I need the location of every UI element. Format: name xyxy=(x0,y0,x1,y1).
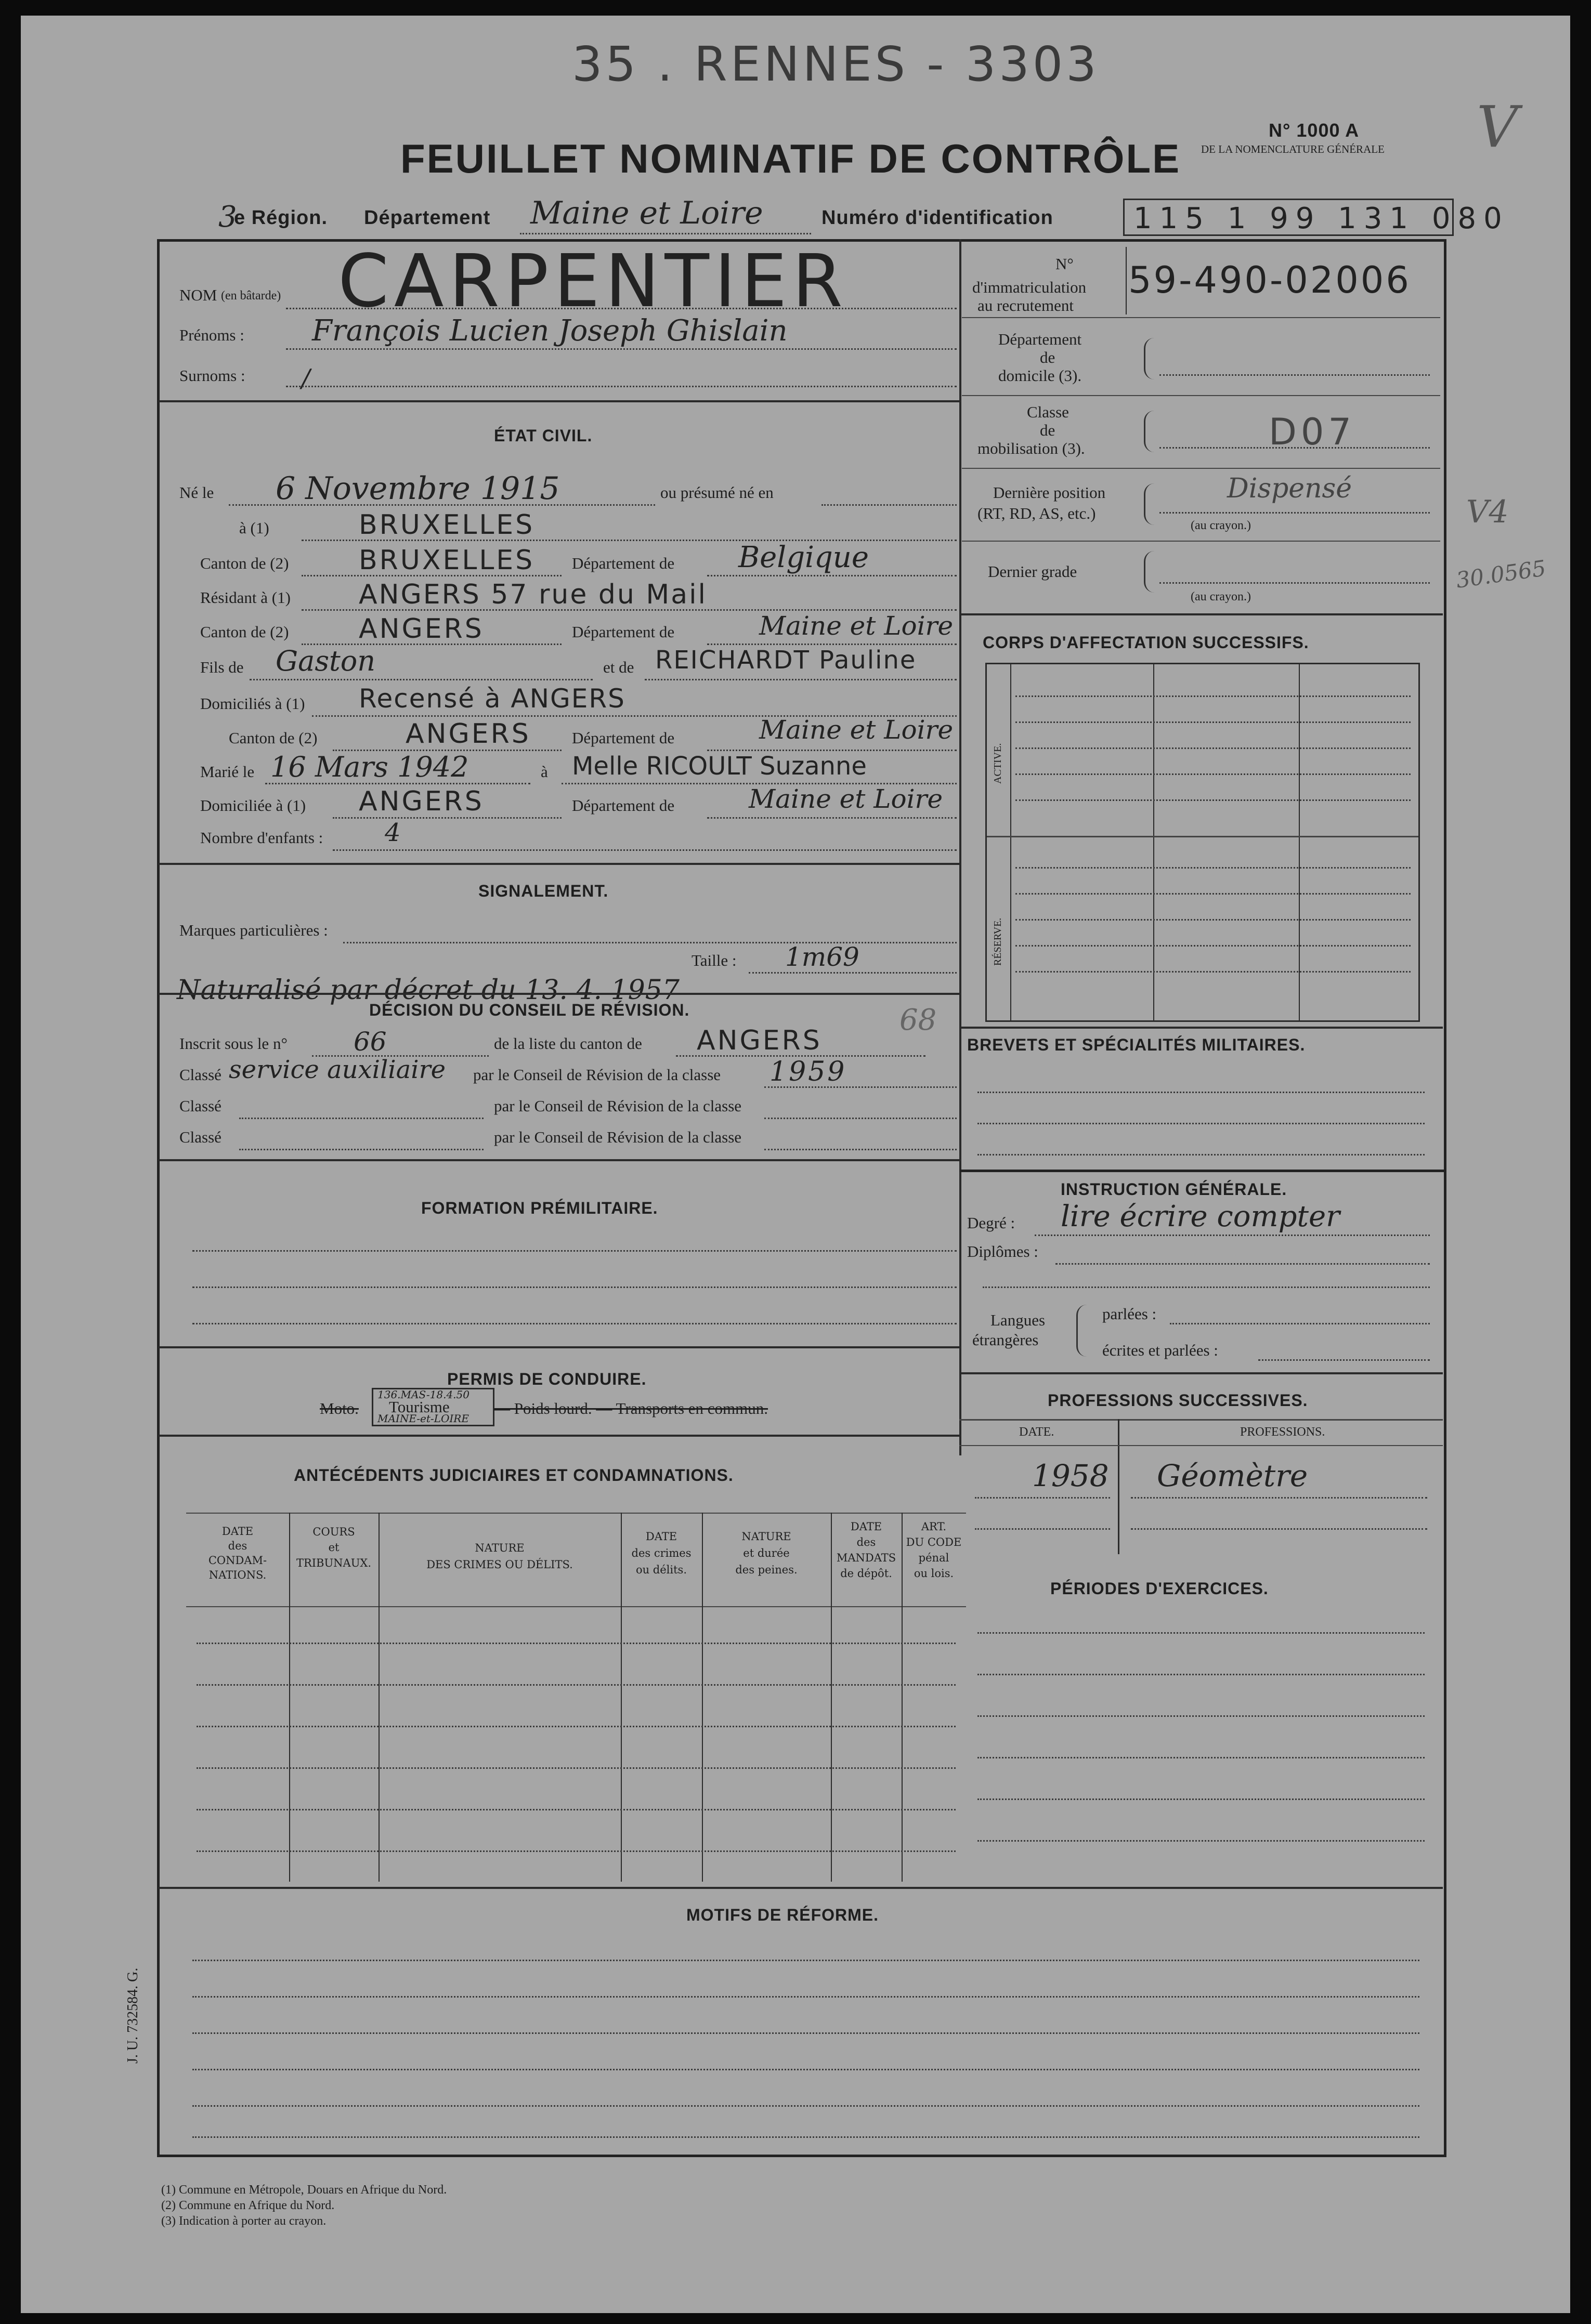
a-label: à (1) xyxy=(239,519,269,537)
side-print: J. U. 732584. G. xyxy=(125,1967,141,2064)
permis-tourisme: Tourisme xyxy=(389,1398,450,1416)
instruction-heading: INSTRUCTION GÉNÉRALE. xyxy=(1061,1180,1287,1199)
prenoms-label: Prénoms : xyxy=(179,326,244,344)
top-annotation: 35 . RENNES - 3303 xyxy=(572,36,1100,92)
periodes-heading: PÉRIODES D'EXERCICES. xyxy=(1050,1579,1269,1598)
taille-label: Taille : xyxy=(692,951,737,969)
dept3-label: Département de xyxy=(572,729,675,747)
classe-mob-value: D07 xyxy=(1269,411,1355,453)
classe1-label: Classé xyxy=(179,1066,221,1084)
parlees-label: parlées : xyxy=(1102,1305,1157,1323)
fils-label: Fils de xyxy=(200,658,244,676)
par1-label: par le Conseil de Révision de la classe xyxy=(473,1066,721,1084)
langues-label-2: étrangères xyxy=(972,1331,1039,1349)
et-de-value: REICHARDT Pauline xyxy=(655,646,917,675)
dept3-value: Maine et Loire xyxy=(759,715,954,745)
corps-heading: CORPS D'AFFECTATION SUCCESSIFS. xyxy=(983,633,1309,652)
region-label: e Région. xyxy=(234,207,328,229)
marie-label: Marié le xyxy=(200,763,255,781)
dept4-value: Maine et Loire xyxy=(749,784,943,814)
domicile-label-1: Département xyxy=(998,330,1082,348)
inscrit-value: 66 xyxy=(354,1027,387,1057)
col-cours-tribunaux: COURS et TRIBUNAUX. xyxy=(296,1526,372,1569)
taille-value: 1m69 xyxy=(785,942,859,972)
a2-label: à xyxy=(541,763,548,781)
dept2-value: Maine et Loire xyxy=(759,611,954,641)
par3-label: par le Conseil de Révision de la classe xyxy=(494,1128,742,1146)
col-date-mandats: DATE des MANDATS de dépôt. xyxy=(836,1520,896,1580)
prof-date-col: DATE. xyxy=(1019,1425,1054,1439)
nom-label: NOM xyxy=(179,286,217,304)
motifs-heading: MOTIFS DE RÉFORME. xyxy=(686,1906,879,1924)
dept4-label: Département de xyxy=(572,796,675,815)
domicilies-label: Domiciliés à (1) xyxy=(200,694,305,713)
a-value: BRUXELLES xyxy=(359,509,535,541)
residant-value: ANGERS 57 rue du Mail xyxy=(359,579,707,610)
canton1-label: Canton de (2) xyxy=(200,554,289,572)
canton3-label: Canton de (2) xyxy=(229,729,318,747)
col-nature-crimes: NATURE DES CRIMES OU DÉLITS. xyxy=(426,1542,573,1571)
footnote-1: (1) Commune en Métropole, Douars en Afrique du Nord. xyxy=(161,2183,447,2197)
permis-stamp xyxy=(372,1388,494,1426)
canton1-value: BRUXELLES xyxy=(359,545,535,576)
professions-heading: PROFESSIONS SUCCESSIVES. xyxy=(1048,1391,1308,1410)
naturalise-note: Naturalisé par décret du 13. 4. 1957 xyxy=(177,975,680,1006)
col-nature-peines: NATURE et durée des peines. xyxy=(735,1530,798,1576)
classe2-label: Classé xyxy=(179,1097,221,1115)
identification-label: Numéro d'identification xyxy=(821,207,1053,229)
prof-value: Géomètre xyxy=(1157,1458,1308,1493)
margin-v4: V4 xyxy=(1466,494,1509,530)
matricule-value: 59-490-02006 xyxy=(1128,259,1411,301)
signalement-heading: SIGNALEMENT. xyxy=(478,882,609,900)
position-label-1: Dernière position xyxy=(993,483,1106,502)
domicile-label-2: de xyxy=(1040,348,1055,366)
grade-label: Dernier grade xyxy=(988,562,1077,581)
fils-value: Gaston xyxy=(276,645,376,677)
antecedents-table xyxy=(186,1513,966,1882)
surnoms-value: / xyxy=(302,364,310,393)
enfants-value: 4 xyxy=(385,818,401,847)
margin-num: 30.0565 xyxy=(1454,555,1548,593)
corps-table xyxy=(985,663,1420,1022)
nomenclature-number: N° 1000 A xyxy=(1269,120,1360,141)
degre-value: lire écrire compter xyxy=(1061,1200,1340,1233)
position-label-2: (RT, RD, AS, etc.) xyxy=(977,504,1096,522)
antecedents-heading: ANTÉCÉDENTS JUDICIAIRES ET CONDAMNATIONS. xyxy=(294,1466,734,1485)
professions-table xyxy=(959,1419,1443,1554)
page-title: FEUILLET NOMINATIF DE CONTRÔLE xyxy=(400,136,1181,181)
domiciliee-value: ANGERS xyxy=(359,786,484,817)
prof-date-value: 1958 xyxy=(1032,1458,1109,1493)
brevets-heading: BREVETS ET SPÉCIALITÉS MILITAIRES. xyxy=(967,1035,1306,1054)
margin-note-68: 68 xyxy=(899,1003,937,1037)
degre-label: Degré : xyxy=(967,1214,1015,1232)
footnote-3: (3) Indication à porter au crayon. xyxy=(161,2214,327,2228)
surnoms-label: Surnoms : xyxy=(179,366,245,385)
permis-moto: Moto. xyxy=(320,1399,359,1417)
domicile-label-3: domicile (3). xyxy=(998,366,1082,385)
ecrites-label: écrites et parlées : xyxy=(1102,1341,1218,1359)
permis-rest: — Poids lourd. — Transports en commun. xyxy=(494,1399,768,1417)
canton2-value: ANGERS xyxy=(359,613,484,645)
active-label: ACTIVE. xyxy=(992,743,1003,784)
enfants-label: Nombre d'enfants : xyxy=(200,829,323,847)
formation-heading: FORMATION PRÉMILITAIRE. xyxy=(421,1199,658,1217)
marques-label: Marques particulières : xyxy=(179,921,328,939)
reserve-label: RÉSERVE. xyxy=(992,917,1003,966)
classe-mob-label-1: Classe xyxy=(1027,403,1069,421)
col-date-condamnations: DATE des CONDAM- NATIONS. xyxy=(208,1525,267,1581)
matricule-label-1: N° xyxy=(1055,255,1074,273)
classe1-value: service auxiliaire xyxy=(229,1055,446,1084)
langues-label-1: Langues xyxy=(990,1311,1046,1329)
region-number: 3 xyxy=(218,200,237,234)
nomenclature-sub: DE LA NOMENCLATURE GÉNÉRALE xyxy=(1201,143,1385,155)
col-art-code: ART. DU CODE pénal ou lois. xyxy=(906,1520,962,1580)
domiciliee-label: Domiciliée à (1) xyxy=(200,796,306,815)
marie-value: 16 Mars 1942 xyxy=(270,751,469,783)
prenoms-value: François Lucien Joseph Ghislain xyxy=(312,314,788,348)
canton3-value: ANGERS xyxy=(406,718,531,750)
presume-label: ou présumé né en xyxy=(660,483,774,502)
nom-value: CARPENTIER xyxy=(338,239,848,324)
diplomes-label: Diplômes : xyxy=(967,1242,1038,1261)
departement-label: Département xyxy=(364,207,491,229)
prof-name-col: PROFESSIONS. xyxy=(1240,1425,1325,1439)
permis-heading: PERMIS DE CONDUIRE. xyxy=(447,1370,647,1388)
marie-with: Melle RICOULT Suzanne xyxy=(572,752,867,781)
ne-le-label: Né le xyxy=(179,483,214,502)
etat-civil-heading: ÉTAT CIVIL. xyxy=(494,426,593,445)
position-value: Dispensé xyxy=(1227,473,1352,504)
departement-value: Maine et Loire xyxy=(530,195,763,231)
par2-label: par le Conseil de Révision de la classe xyxy=(494,1097,742,1115)
matricule-label-3: au recrutement xyxy=(977,296,1074,314)
residant-label: Résidant à (1) xyxy=(200,588,291,607)
et-de-label: et de xyxy=(603,658,634,676)
dept2-label: Département de xyxy=(572,623,675,641)
liste-value: ANGERS xyxy=(697,1025,822,1056)
au-crayon-1: (au crayon.) xyxy=(1191,519,1251,532)
ne-le-value: 6 Novembre 1915 xyxy=(276,470,560,507)
identification-value: 115 1 99 131 080 xyxy=(1133,202,1509,235)
matricule-label-2: d'immatriculation xyxy=(972,278,1087,296)
inscrit-label: Inscrit sous le n° xyxy=(179,1034,288,1053)
conseil-heading: DÉCISION DU CONSEIL DE RÉVISION. xyxy=(369,1001,690,1019)
classe-mob-label-3: mobilisation (3). xyxy=(977,439,1085,457)
au-crayon-2: (au crayon.) xyxy=(1191,590,1251,603)
canton2-label: Canton de (2) xyxy=(200,623,289,641)
stamp-line1: 136.MAS-18.4.50 xyxy=(377,1388,470,1401)
par1-value: 1959 xyxy=(770,1056,847,1087)
classe-mob-label-2: de xyxy=(1040,421,1055,439)
col-date-crimes: DATE des crimes ou délits. xyxy=(631,1530,692,1576)
dept1-label: Département de xyxy=(572,554,675,572)
margin-v-mark: V xyxy=(1477,94,1518,160)
dept1-value: Belgique xyxy=(738,541,869,574)
nom-hint: (en bâtarde) xyxy=(221,289,281,303)
footnote-2: (2) Commune en Afrique du Nord. xyxy=(161,2199,335,2212)
domicilies-value: Recensé à ANGERS xyxy=(359,684,625,714)
liste-label: de la liste du canton de xyxy=(494,1034,642,1053)
form-sheet xyxy=(21,16,1570,2313)
classe3-label: Classé xyxy=(179,1128,221,1146)
stamp-line2: MAINE-et-LOIRE xyxy=(377,1412,469,1425)
